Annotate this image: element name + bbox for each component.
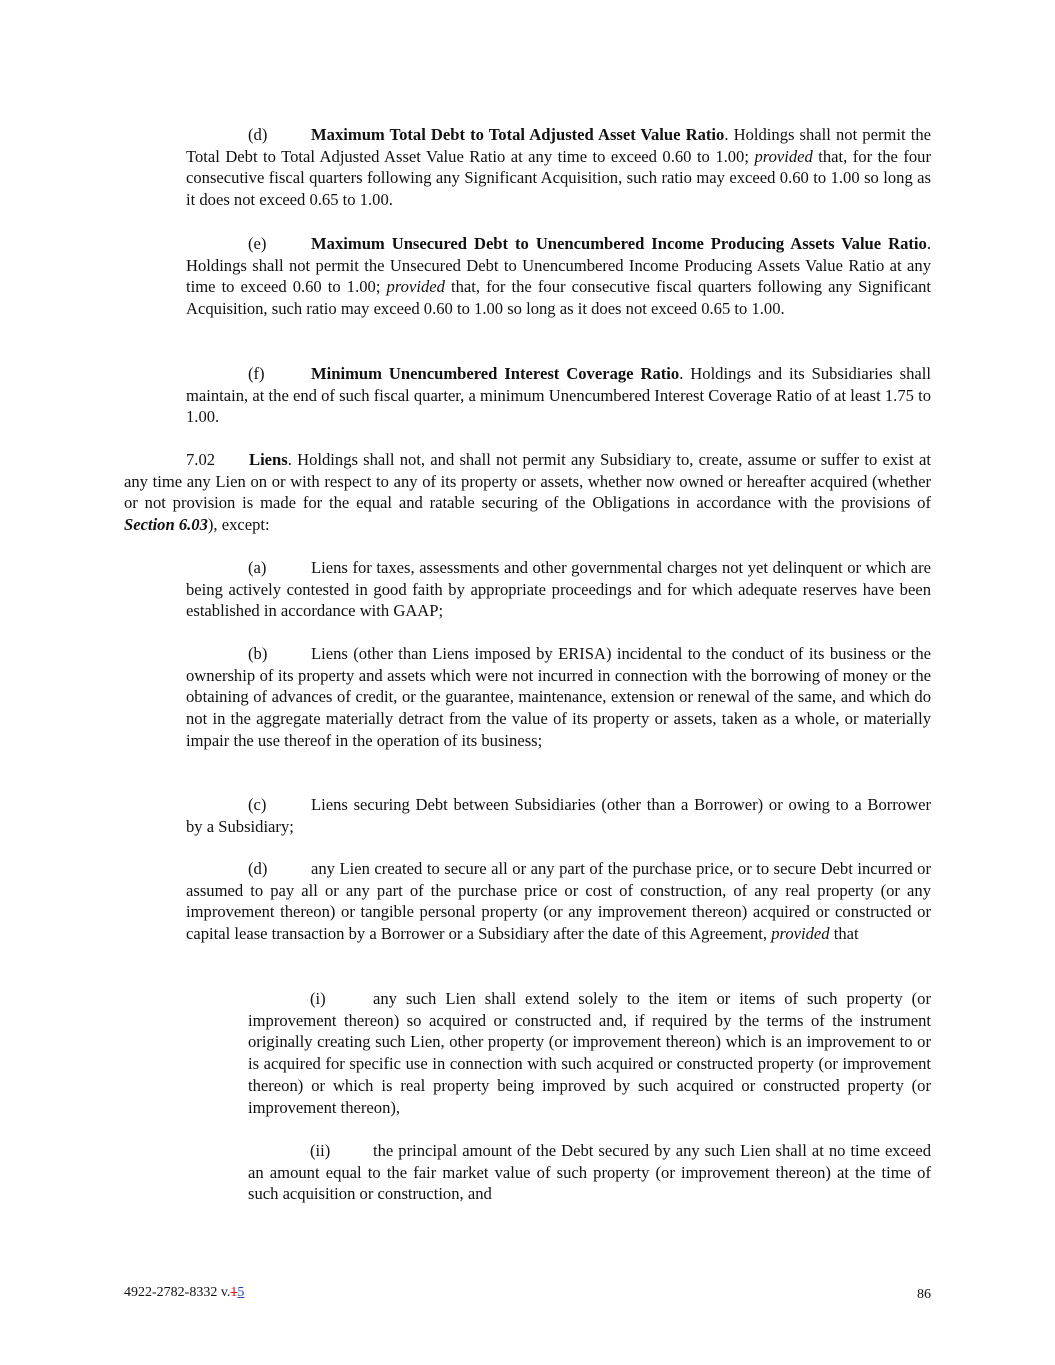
italic-term: provided: [771, 924, 830, 944]
liens-subitem-ii: [248, 1140, 931, 1205]
section-f-interest-coverage-ratio: [186, 363, 931, 428]
section-label: (d): [248, 125, 268, 144]
version-deleted: 1: [230, 1285, 238, 1300]
body-text: Liens (other than Liens imposed by ERISA) incidental to the conduct of its business or the ownership of its property and assets which were not incurred in connection with the borrowing of money or the obtaining of advances of credit, or the guarantee, maintenance, extension or renewal of the same, and which do not in the aggregate materially detract from the value of its property or assets, taken as a whole, or materially impair the use thereof in the operation of its business;: [186, 644, 931, 750]
body-text: that, for the four consecutive fiscal quarters following any Significant Acquisition, such ratio may exceed 0.60 to 1.00 so long as it does not exceed 0.65 to 1.00.: [186, 146, 931, 210]
item-label: (b): [248, 644, 268, 663]
body-text: . Holdings and its Subsidiaries shall maintain, at the end of such fiscal quarter, a minimum Unencumbered Interest Coverage Ratio of at least 1.75 to 1.00.: [186, 364, 931, 427]
subitem-label: (ii): [310, 1141, 331, 1160]
body-text: Liens for taxes, assessments and other governmental charges not yet delinquent or which are being actively contested in good faith by appropriate proceedings and for which adequate reserves have been established in accordance with GAAP;: [186, 558, 931, 621]
doc-id-text: 4922-2782-8332 v.: [124, 1285, 231, 1300]
liens-item-c: [186, 794, 931, 837]
section-heading: Maximum Total Debt to Total Adjusted Asset Value Ratio: [311, 125, 725, 144]
liens-subitem-i: [248, 988, 931, 1118]
body-text: ), except:: [207, 515, 270, 535]
item-label: (c): [248, 795, 267, 814]
liens-item-a: [186, 557, 931, 622]
item-label: (a): [248, 558, 267, 577]
section-heading: Maximum Unsecured Debt to Unencumbered Income Producing Assets Value Ratio: [311, 234, 927, 253]
section-number: 7.02: [186, 450, 216, 469]
footer-doc-id: [124, 1282, 244, 1304]
subitem-label: (i): [310, 989, 326, 1008]
body-text: the principal amount of the Debt secured by any such Lien shall at no time exceed an amount equal to the fair market value of such property (or improvement thereon) at the time of such acquisition or construction, and: [248, 1141, 931, 1204]
section-7-02-liens: [124, 449, 931, 536]
italic-term: provided: [754, 146, 813, 166]
section-label: (e): [248, 234, 267, 253]
section-label: (f): [248, 364, 265, 383]
version-inserted: 5: [237, 1285, 245, 1300]
liens-item-d: [186, 858, 931, 945]
italic-term: provided: [386, 277, 445, 297]
body-text: . Holdings shall not permit the Unsecured Debt to Unencumbered Income Producing Assets Value Ratio at any time to exceed 0.60 to 1.00;: [186, 234, 931, 297]
section-d-total-debt-ratio: [186, 124, 931, 211]
section-heading: Liens: [249, 450, 288, 469]
liens-item-b: [186, 643, 931, 752]
body-text: any such Lien shall extend solely to the item or items of such property (or improvement thereon) so acquired or constructed and, if required by the terms of the instrument originally creating such Lien, other property (or improvement thereon) which is an improvement to or is acquired for specific use in connection with such acquired or constructed property (or improvement thereon) or which is real property being improved by such acquired or constructed property (or improvement thereon),: [248, 989, 931, 1117]
item-label: (d): [248, 859, 268, 878]
body-text: . Holdings shall not permit the Total Debt to Total Adjusted Asset Value Ratio at any time to exceed 0.60 to 1.00;: [186, 125, 931, 166]
body-text: that: [829, 924, 859, 944]
body-text: any Lien created to secure all or any part of the purchase price, or to secure Debt incurred or assumed to pay all or any part of the purchase price or cost of construction, of any real property (or any improvement thereon) or tangible personal property (or any improvement thereon) acquired or constructed or capital lease transaction by a Borrower or a Subsidiary after the date of this Agreement,: [186, 859, 931, 944]
section-reference: Section 6.03: [124, 515, 208, 535]
body-text: Liens securing Debt between Subsidiaries (other than a Borrower) or owing to a Borrower by a Subsidiary;: [186, 795, 931, 836]
section-heading: Minimum Unencumbered Interest Coverage Ratio: [311, 364, 680, 383]
section-e-unsecured-debt-ratio: [186, 233, 931, 320]
page-number: 86: [917, 1287, 931, 1302]
body-text: that, for the four consecutive fiscal quarters following any Significant Acquisition, such ratio may exceed 0.60 to 1.00 so long as it does not exceed 0.65 to 1.00.: [186, 277, 931, 319]
body-text: . Holdings shall not, and shall not permit any Subsidiary to, create, assume or suffer to exist at any time any Lien on or with respect to any of its property or assets, whether now owned or hereafter acquired (whether or not provision is made for the equal and ratable securing of the Obligations in accordance with the provisions of: [124, 450, 931, 513]
